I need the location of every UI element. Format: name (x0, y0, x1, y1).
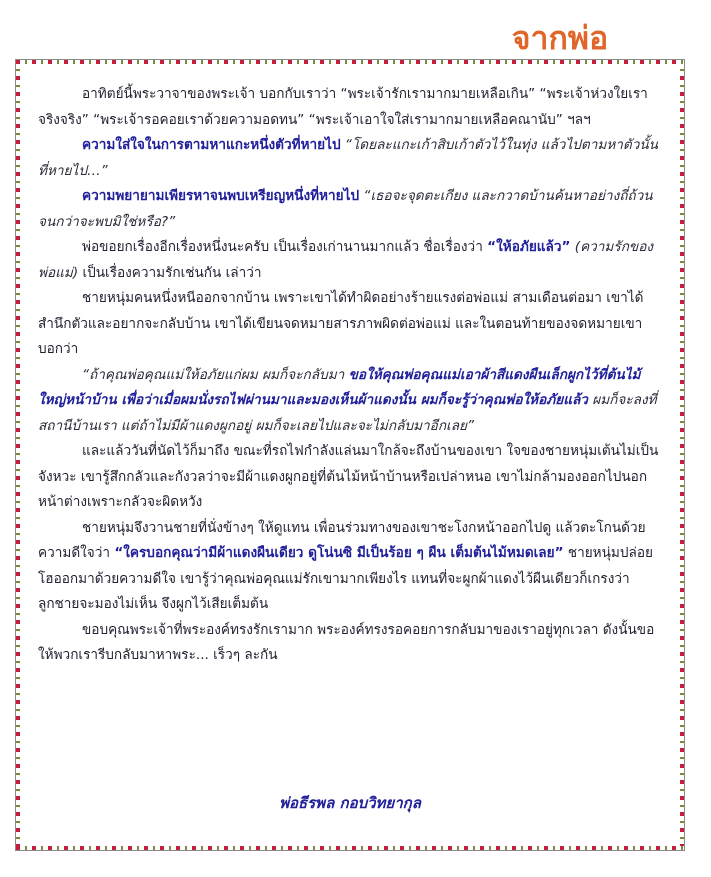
paragraph (38, 133, 662, 184)
paragraph (38, 516, 662, 618)
paragraph (38, 618, 662, 669)
paragraph (38, 184, 662, 235)
signature: พ่อธีรพล กอบวิทยากุล (279, 794, 421, 812)
emphasized-text: “ให้อภัยแล้ว” (487, 239, 571, 255)
paragraph (38, 286, 662, 363)
paragraph-text: พ่อขอยกเรื่องอีกเรื่องหนึ่งนะครับ เป็นเรื่องเก่านานมากแล้ว ชื่อเรื่องว่า (82, 239, 488, 255)
emphasized-text: ขอให้คุณพ่อคุณแม่เอาผ้าสีแดงผืนเล็กผูกไว้ที่ต้นไม้ใหญ่หน้าบ้าน เพื่อว่าเมื่อผมนั่งรถไฟผ่านมาและมองเห็นผ้าแดงนั้น ผมก็จะรู้ว่าคุณพ่อให้อภัยแล้ว (38, 366, 641, 408)
emphasized-text: ความใส่ใจในการตามหาแกะหนึ่งตัวที่หายไป (82, 137, 341, 153)
paragraph (38, 439, 662, 516)
emphasized-text: ผมก็จะลงที่สถานีบ้านเรา แต่ถ้าไม่มีผ้าแดงผูกอยู่ ผมก็จะเลยไปและจะไม่กลับมาอีกเลย” (38, 392, 657, 434)
paragraph-text: ชายหนุ่มปล่อยโฮออกมาด้วยความดีใจ เขารู้ว่าคุณพ่อคุณแม่รักเขามากเพียงไร แทนที่จะผูกผ้าแดงไว้ผืนเดียวก็เกรงว่าลูกชายจะมองไม่เห็น จึงผูกไว้เสียเต็มต้น (38, 545, 653, 612)
paragraph-text: เป็นเรื่องความรักเช่นกัน เล่าว่า (78, 264, 262, 281)
paragraph (38, 82, 662, 133)
paragraph (38, 363, 662, 440)
emphasized-text: ความพยายามเพียรหาจนพบเหรียญหนึ่งที่หายไป (82, 188, 360, 204)
emphasized-text: “ถ้าคุณพ่อคุณแม่ให้อภัยแก่ผม ผมก็จะกลับมา (82, 366, 349, 383)
paragraph-text: และแล้ววันที่นัดไว้ก็มาถึง ขณะที่รถไฟกำลังแล่นมาใกล้จะถึงบ้านของเขา ใจของชายหนุ่มเต้นไม่เป็นจังหวะ เขารู้สึกกลัวและกังวลว่าจะมีผ้าแดงผูกอยู่ที่ต้นไม้หน้าบ้านหรือเปล่าหนอ เขาไม่กล้ามองออกไปนอกหน้าต่างเพราะกลัวจะผิดหวัง (38, 443, 659, 510)
emphasized-text: “ใครบอกคุณว่ามีผ้าแดงผืนเดียว ดูโน่นซิ มีเป็นร้อย ๆ ผืน เต็มต้นไม้หมดเลย” (114, 545, 564, 561)
emphasized-text: (ความรักของพ่อแม่) (38, 239, 654, 281)
paragraph-text: ชายหนุ่มจึงวานชายที่นั่งข้างๆ ให้ดูแทน เพื่อนร่วมทางของเขาชะโงกหน้าออกไปดู แล้วตะโกนด้วยความดีใจว่า (38, 519, 646, 561)
paragraph-text: อาทิตย์นี้พระวาจาของพระเจ้า บอกกับเราว่า “พระเจ้ารักเรามากมายเหลือเกิน” “พระเจ้าห่วงใยเราจริงจริง” “พระเจ้ารอคอยเราด้วยความอดทน” “พระเจ้าเอาใจใส่เรามากมายเหลือคณานับ” ฯลฯ (38, 86, 648, 128)
emphasized-text: “เธอจะจุดตะเกียง และกวาดบ้านค้นหาอย่างถี่ถ้วน จนกว่าจะพบมิใช่หรือ?” (38, 188, 653, 230)
emphasized-text: “โดยละแกะเก้าสิบเก้าตัวไว้ในทุ่ง แล้วไปตามหาตัวนั้นที่หายไป…” (38, 137, 658, 179)
paragraph-text: ขอบคุณพระเจ้าที่พระองค์ทรงรักเรามาก พระองค์ทรงรอคอยการกลับมาของเราอยู่ทุกเวลา ดังนั้นขอให้พวกเรารีบกลับมาหาพระ... เร็วๆ ละกัน (38, 621, 655, 663)
article-body (38, 82, 662, 669)
paragraph-text: ชายหนุ่มคนหนึ่งหนีออกจากบ้าน เพราะเขาได้ทำผิดอย่างร้ายแรงต่อพ่อแม่ สามเดือนต่อมา เขาได้สำนึกตัวและอยากจะกลับบ้าน เขาได้เขียนจดหมายสารภาพผิดต่อพ่อแม่ และในตอนท้ายของจดหมายเขาบอกว่า (38, 290, 644, 357)
page-title: จากพ่อ (511, 19, 609, 57)
paragraph (38, 235, 662, 286)
